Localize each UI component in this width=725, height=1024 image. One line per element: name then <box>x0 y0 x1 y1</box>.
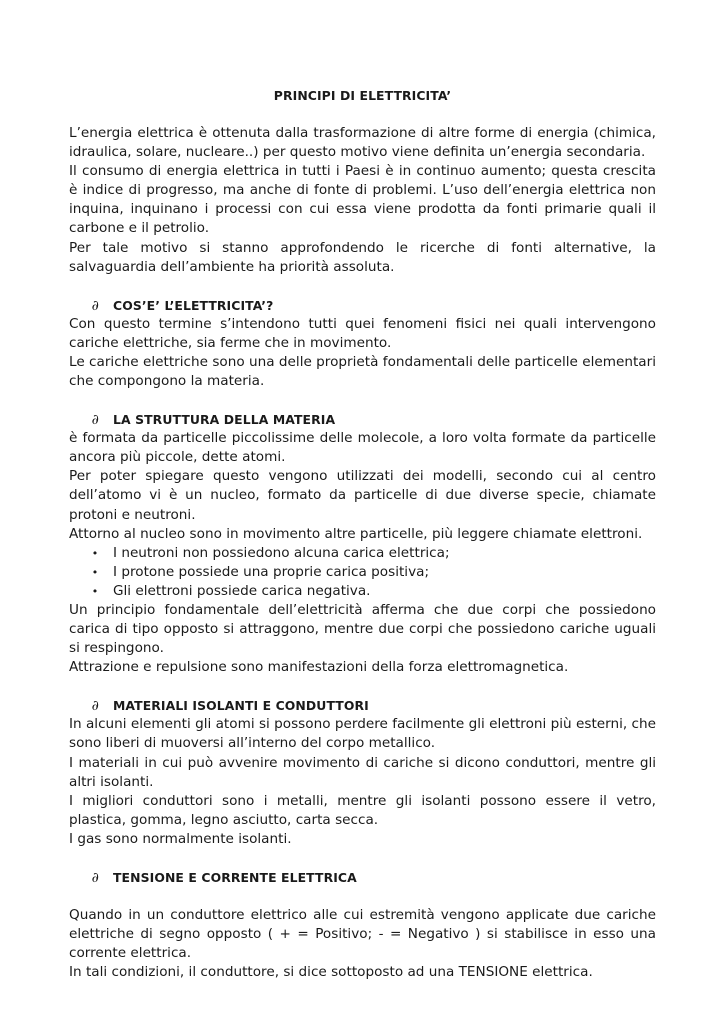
spacer <box>69 677 656 696</box>
partial-symbol-icon: ∂ <box>91 870 99 886</box>
section-heading <box>69 410 656 429</box>
list-item <box>69 563 656 582</box>
section-paragraph: Un principio fondamentale dell’elettricità afferma che due corpi che possiedono carica di tipo opposto si attraggono, mentre due corpi che possiedono cariche uguali si respingono. <box>69 601 656 657</box>
section-heading-text: COS’E’ L’ELETTRICITA’? <box>113 297 274 313</box>
spacer <box>69 849 656 868</box>
document-page <box>69 86 656 982</box>
bullet-list <box>69 544 656 601</box>
section-heading-text: MATERIALI ISOLANTI E CONDUTTORI <box>113 698 369 714</box>
section-heading <box>69 696 656 715</box>
page-title: PRINCIPI DI ELETTRICITA’ <box>273 88 452 103</box>
section-paragraph: Attorno al nucleo sono in movimento altre particelle, più leggere chiamate elettroni. <box>69 525 643 542</box>
spacer <box>69 277 656 296</box>
bullet-icon: • <box>91 565 99 579</box>
list-item <box>69 582 656 601</box>
section-heading <box>69 868 656 887</box>
intro-paragraph: L’energia elettrica è ottenuta dalla trasformazione di altre forme di energia (chimica, idraulica, solare, nucleare..) per questo motivo viene definita un’energia secondaria. <box>69 125 656 161</box>
intro-paragraph: Per tale motivo si stanno approfondendo le ricerche di fonti alternative, la salvaguardia dell’ambiente ha priorità assoluta. <box>69 239 656 275</box>
spacer <box>69 391 656 410</box>
list-item-text: I neutroni non possiedono alcuna carica elettrica; <box>113 544 450 561</box>
partial-symbol-icon: ∂ <box>91 412 99 429</box>
section-paragraph: I gas sono normalmente isolanti. <box>69 830 292 847</box>
spacer <box>69 887 656 906</box>
bullet-icon: • <box>91 584 99 598</box>
section-paragraph: In tali condizioni, il conduttore, si dice sottoposto ad una TENSIONE elettrica. <box>69 964 593 981</box>
spacer <box>69 105 656 124</box>
partial-symbol-icon: ∂ <box>91 698 99 715</box>
section-paragraph: Quando in un conduttore elettrico alle cui estremità vengono applicate due cariche elettriche di segno opposto ( + = Positivo; - = Negativo ) si stabilisce in esso una corrente elettrica. <box>69 907 656 962</box>
section-heading <box>69 296 656 315</box>
section-paragraph: Attrazione e repulsione sono manifestazioni della forza elettromagnetica. <box>69 659 569 676</box>
section-paragraph: In alcuni elementi gli atomi si possono perdere facilmente gli elettroni più esterni, che sono liberi di muoversi all’interno del corpo metallico. <box>69 716 656 752</box>
section-paragraph: I migliori conduttori sono i metalli, mentre gli isolanti possono essere il vetro, plastica, gomma, legno asciutto, carta secca. <box>69 792 656 828</box>
list-item-text: Gli elettroni possiede carica negativa. <box>113 582 371 599</box>
partial-symbol-icon: ∂ <box>91 297 99 314</box>
intro-paragraph: Il consumo di energia elettrica in tutti i Paesi è in continuo aumento; questa crescita è indice di progresso, ma anche di fonte di problemi. L’uso dell’energia elettrica non inquina, inquinano i processi con cui essa viene prodotta da fonti primarie quali il carbone e il petrolio. <box>69 163 656 237</box>
section-paragraph: Con questo termine s’intendono tutti quei fenomeni fisici nei quali intervengono cariche elettriche, sia ferme che in movimento. <box>69 315 656 351</box>
section-paragraph: è formata da particelle piccolissime delle molecole, a loro volta formate da particelle ancora più piccole, dette atomi. <box>69 430 656 466</box>
section-paragraph: Per poter spiegare questo vengono utilizzati dei modelli, secondo cui al centro dell’atomo vi è un nucleo, formato da particelle di due diverse specie, chiamate protoni e neutroni. <box>69 468 656 523</box>
section-paragraph: Le cariche elettriche sono una delle proprietà fondamentali delle particelle elementari che compongono la materia. <box>69 353 656 390</box>
list-item-text: I protone possiede una proprie carica positiva; <box>113 563 430 580</box>
section-paragraph: I materiali in cui può avvenire movimento di cariche si dicono conduttori, mentre gli altri isolanti. <box>69 754 656 790</box>
section-heading-text: TENSIONE E CORRENTE ELETTRICA <box>113 870 357 885</box>
bullet-icon: • <box>91 546 99 560</box>
section-heading-text: LA STRUTTURA DELLA MATERIA <box>113 412 336 428</box>
list-item <box>69 544 656 563</box>
